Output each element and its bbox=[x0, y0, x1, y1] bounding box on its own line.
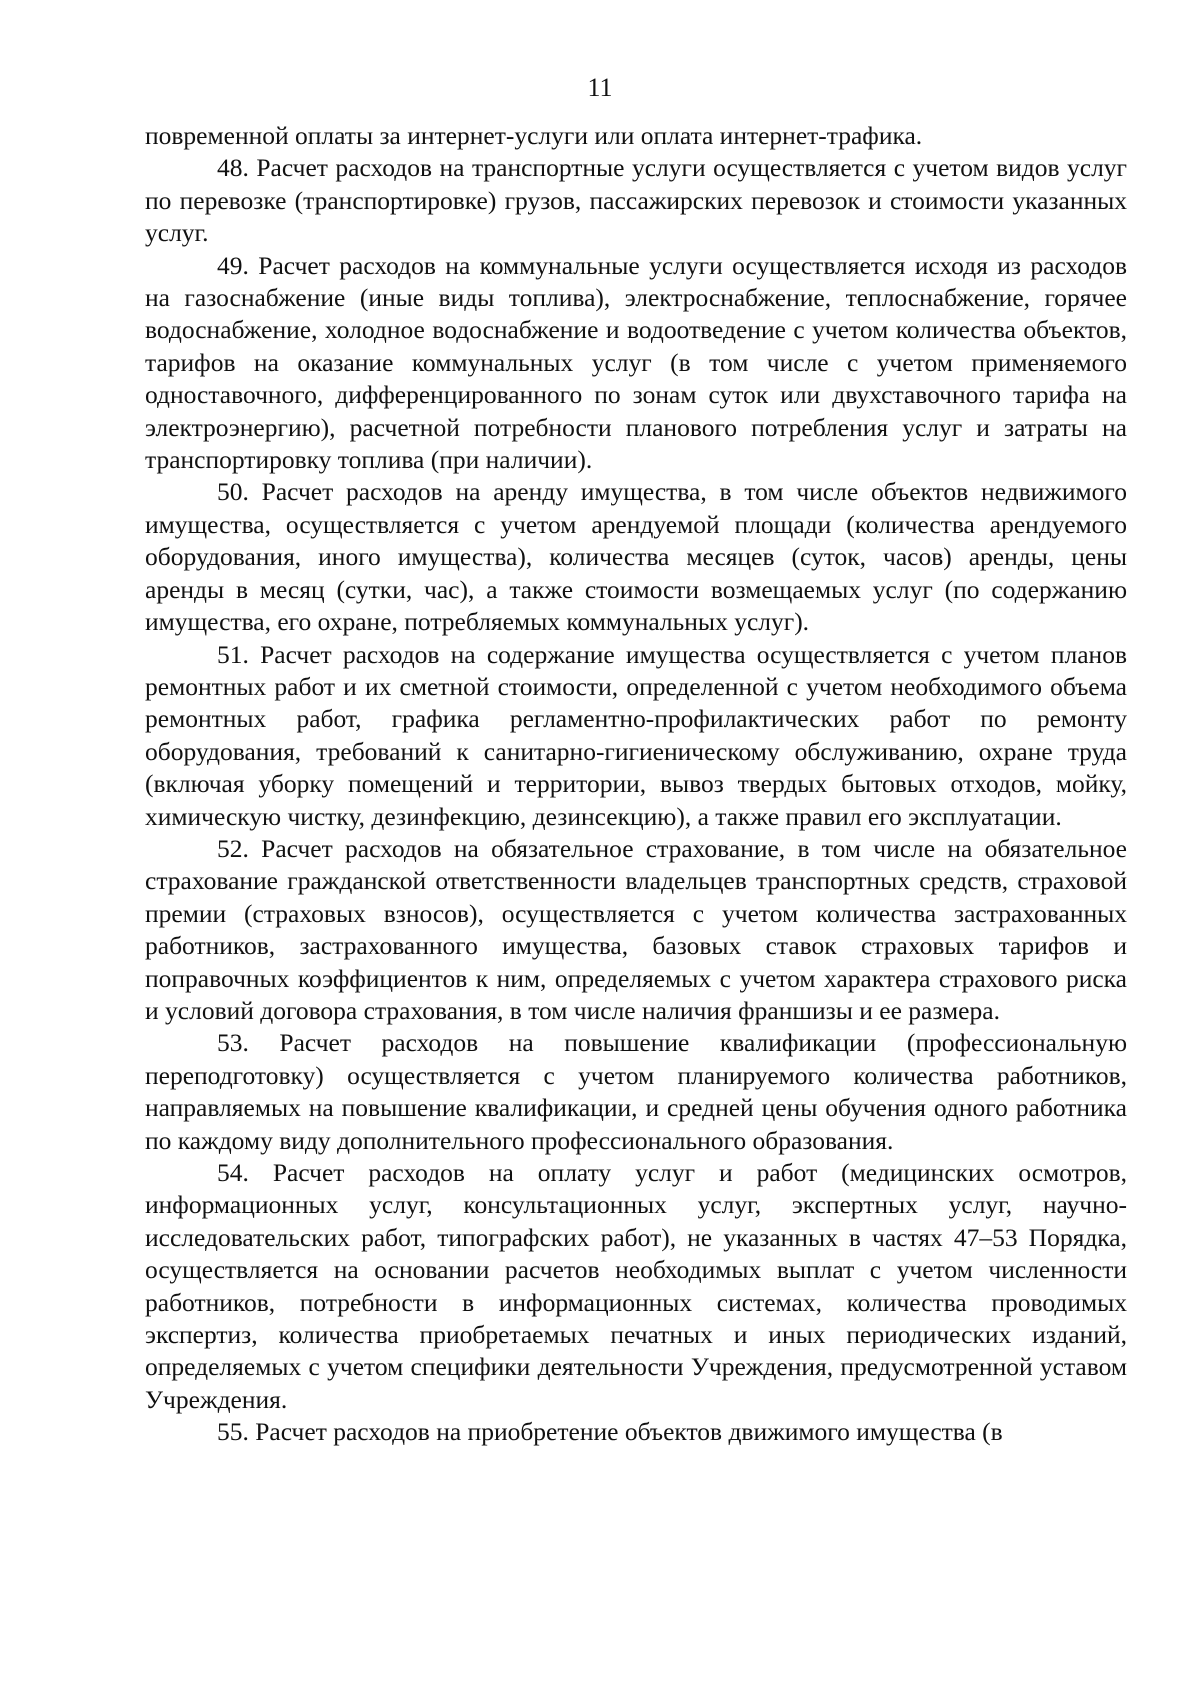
paragraph-53: 53. Расчет расходов на повышение квалификации (профессиональную переподготовку) осуществляется с учетом планируемого количества работников, направляемых на повышение квалификации, и средней цены обучения одного работника по каждому виду дополнительного профессионального образования. bbox=[145, 1028, 1127, 1155]
paragraph-continuation: повременной оплаты за интернет-услуги или оплата интернет-трафика. bbox=[145, 121, 923, 150]
paragraph-55: 55. Расчет расходов на приобретение объектов движимого имущества (в bbox=[217, 1417, 1003, 1447]
paragraph-54: 54. Расчет расходов на оплату услуг и работ (медицинских осмотров, информационных услуг, консультационных услуг, экспертных услуг, научно-исследовательских работ, типографских работ), не указанных в частях 47–53 Порядка, осуществляется на основании расчетов необходимых выплат с учетом численности работников, потребности в информационных системах, количества проводимых экспертиз, количества приобретаемых печатных и иных периодических изданий, определяемых с учетом специфики деятельности Учреждения, предусмотренной уставом Учреждения. bbox=[145, 1158, 1127, 1414]
page-number: 11 bbox=[587, 73, 613, 102]
paragraph-49: 49. Расчет расходов на коммунальные услуги осуществляется исходя из расходов на газоснабжение (иные виды топлива), электроснабжение, теплоснабжение, горячее водоснабжение, холодное водоснабжение и водоотведение с учетом количества объектов, тарифов на оказание коммунальных услуг (в том числе с учетом применяемого одноставочного, дифференцированного по зонам суток или двухставочного тарифа на электроэнергию), расчетной потребности планового потребления услуг и затраты на транспортировку топлива (при наличии). bbox=[145, 250, 1127, 475]
paragraph-52: 52. Расчет расходов на обязательное страхование, в том числе на обязательное страхование гражданской ответственности владельцев транспортных средств, страховой премии (страховых взносов), осуществляется с учетом количества застрахованных работников, застрахованного имущества, базовых ставок страховых тарифов и поправочных коэффициентов к ним, определяемых с учетом характера страхового риска и условий договора страхования, в том числе наличия франшизы и ее размера. bbox=[145, 833, 1127, 1025]
paragraph-48: 48. Расчет расходов на транспортные услуги осуществляется с учетом видов услуг по перевозке (транспортировке) грузов, пассажирских перевозок и стоимости указанных услуг. bbox=[145, 153, 1127, 248]
paragraph-50: 50. Расчет расходов на аренду имущества, в том числе объектов недвижимого имущества, осуществляется с учетом арендуемой площади (количества арендуемого оборудования, иного имущества), количества месяцев (суток, часов) аренды, цены аренды в месяц (сутки, час), а также стоимости возмещаемых услуг (по содержанию имущества, его охране, потребляемых коммунальных услуг). bbox=[145, 477, 1127, 637]
document-body bbox=[145, 120, 1127, 1449]
paragraph-51: 51. Расчет расходов на содержание имущества осуществляется с учетом планов ремонтных работ и их сметной стоимости, определенной с учетом необходимого объема ремонтных работ, графика регламентно-профилактических работ по ремонту оборудования, требований к санитарно-гигиеническому обслуживанию, охране труда (включая уборку помещений и территории, вывоз твердых бытовых отходов, мойку, химическую чистку, дезинфекцию, дезинсекцию), а также правил его эксплуатации. bbox=[145, 639, 1127, 831]
